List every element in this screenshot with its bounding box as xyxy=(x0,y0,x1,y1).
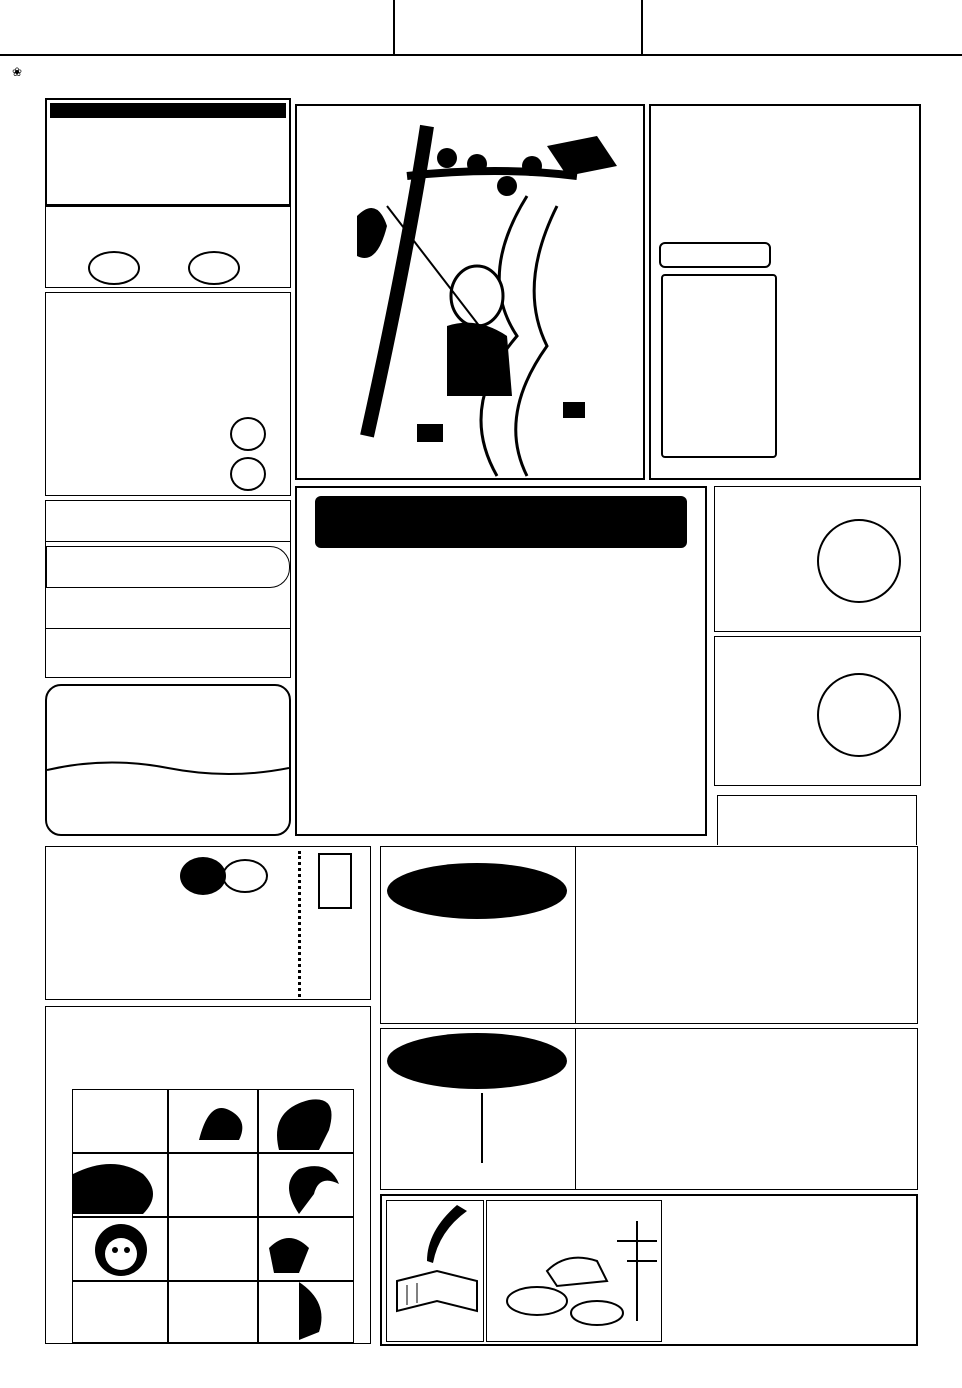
monkey-hand-silhouette xyxy=(73,1154,167,1216)
provide-number-2 xyxy=(230,457,266,491)
lucky-color-row xyxy=(46,588,290,629)
zodiac-puzzle-grid xyxy=(72,1089,354,1343)
monkey-face-icon xyxy=(73,1218,167,1280)
total-size-heading xyxy=(717,795,917,845)
puzzle-tile xyxy=(168,1217,258,1281)
page-header xyxy=(0,0,962,56)
puzzle-tile xyxy=(258,1089,354,1153)
hot-cold-panel xyxy=(45,206,291,288)
lucky-special-row xyxy=(46,501,290,542)
scroll-label xyxy=(659,242,771,268)
big-title-panel xyxy=(649,104,921,480)
computer-analysis-panel xyxy=(295,486,707,836)
treasure-picture xyxy=(486,1200,662,1342)
hot-number-2 xyxy=(188,251,240,285)
masthead-box xyxy=(393,0,643,56)
riddle-side-label xyxy=(318,853,352,909)
year-count-number-1 xyxy=(817,519,901,603)
leg-silhouette xyxy=(259,1282,353,1342)
puzzle-tile xyxy=(72,1217,168,1281)
hot-number-1 xyxy=(88,251,140,285)
puzzle-tile xyxy=(258,1281,354,1343)
curl-silhouette xyxy=(259,1154,353,1216)
monkey-tail-silhouette xyxy=(259,1090,353,1152)
scribe-picture xyxy=(386,1200,484,1342)
strong-weak-panel xyxy=(45,98,291,206)
riddle-dotted-line xyxy=(298,851,301,997)
cat-silhouette xyxy=(169,1090,257,1152)
riddle-highlight-1 xyxy=(180,857,226,895)
lucky-range-row xyxy=(46,629,290,669)
total-size-pill xyxy=(387,863,567,919)
puzzle-tile xyxy=(258,1217,354,1281)
zodiac-puzzle-panel xyxy=(45,1006,371,1344)
dog-treasure-illustration xyxy=(487,1201,661,1341)
year-count-panel-1 xyxy=(714,486,921,632)
page-footer xyxy=(8,1356,954,1384)
illustration-panel xyxy=(295,104,645,480)
right-border-strip xyxy=(932,88,956,1348)
top-border-strip: ❀ xyxy=(12,65,23,79)
strong-weak-title xyxy=(50,103,286,118)
writing-hand-illustration xyxy=(387,1201,483,1317)
puzzle-tile xyxy=(72,1281,168,1343)
total-size-divider xyxy=(575,847,576,1023)
computer-analysis-numbers xyxy=(339,560,679,608)
puzzle-tile xyxy=(168,1153,258,1217)
year-count-panel-2 xyxy=(714,636,921,786)
treasure-panel xyxy=(380,1194,918,1346)
left-border-strip xyxy=(8,88,32,1348)
masthead-title xyxy=(395,0,641,56)
fisherman-illustration xyxy=(297,106,643,478)
year-count-number-2 xyxy=(817,673,901,757)
riddle-panel xyxy=(45,846,371,1000)
attention-label xyxy=(119,774,215,792)
total-size-panel xyxy=(380,846,918,1024)
special-odd-result-divider xyxy=(481,1093,483,1163)
contribution-panel xyxy=(45,684,291,836)
lucky-panel xyxy=(45,500,291,678)
special-odd-panel xyxy=(380,1028,918,1190)
computer-analysis-title xyxy=(315,496,687,548)
special-odd-pill xyxy=(387,1033,567,1089)
scroll-frame xyxy=(661,274,777,458)
puzzle-tile xyxy=(258,1153,354,1217)
puzzle-tile xyxy=(72,1153,168,1217)
provide-number-1 xyxy=(230,417,266,451)
puzzle-tile xyxy=(72,1089,168,1153)
puzzle-tile xyxy=(168,1089,258,1153)
special-odd-divider xyxy=(575,1029,576,1189)
puzzle-tile xyxy=(168,1281,258,1343)
lucky-zodiac-row xyxy=(46,546,290,588)
riddle-highlight-2 xyxy=(222,859,268,893)
paw-silhouette xyxy=(259,1218,353,1280)
special-code-panel xyxy=(45,292,291,496)
